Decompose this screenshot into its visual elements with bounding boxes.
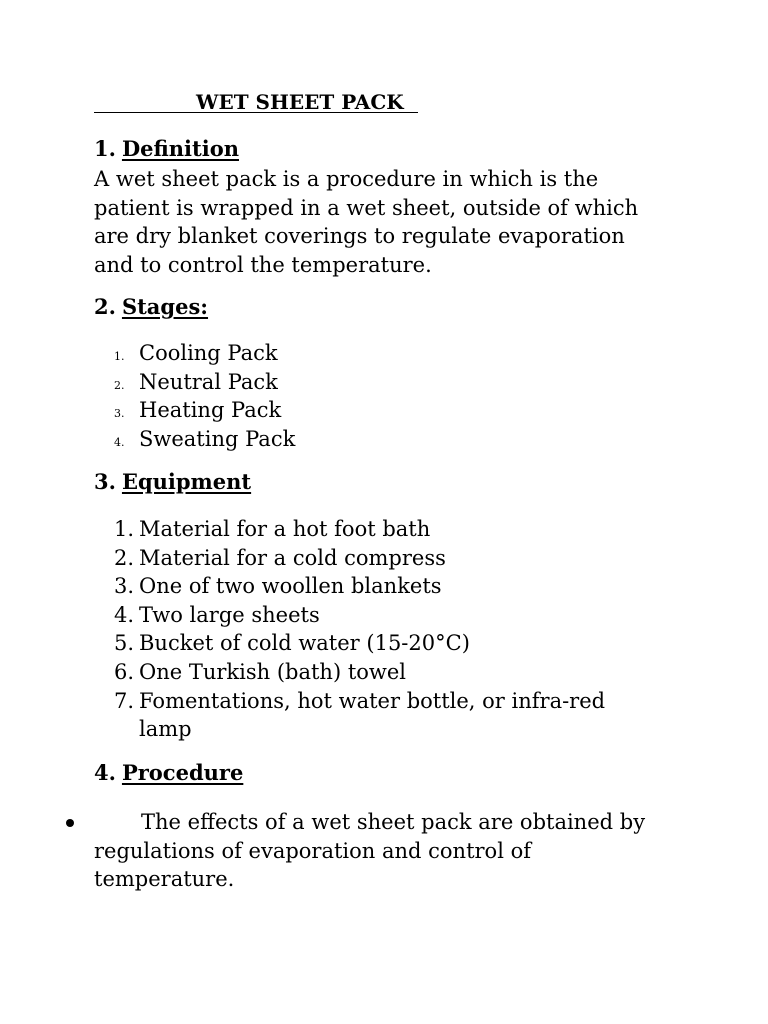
list-item-text: Bucket of cold water (15-20°C) [139,631,470,656]
section-title: Stages: [121,294,209,319]
list-item-number: 6. [114,659,135,684]
list-item-number: 2. [114,545,135,570]
section-number: 4. [94,760,116,785]
definition-paragraph: A wet sheet pack is a procedure in which is the patient is wrapped in a wet sheet, outside of which are dry blanket coverings to regulate evaporation and to control the temperature. [94,167,639,277]
list-item-text: Two large sheets [139,602,320,627]
list-item-number: 4. [114,435,125,449]
list-item-number: 1. [114,517,135,541]
list-item-number: 2. [114,378,125,392]
section-number: 2. [94,294,116,319]
equipment-list [114,515,634,744]
list-item-text: One Turkish (bath) towel [139,659,407,684]
list-item-text: Material for a hot foot bath [139,517,431,541]
section-heading-equipment [94,469,251,494]
list-item [114,572,634,601]
list-item [114,425,295,454]
section-title: Definition [121,136,239,161]
section-number: 3. [94,469,116,494]
list-item-text: Cooling Pack [139,341,278,365]
list-item [114,368,295,397]
document-title: WET SHEET PACK [196,90,404,114]
section-heading-procedure [94,760,243,785]
list-item-number: 1. [114,350,125,363]
list-item-text: Heating Pack [139,398,282,423]
section-heading-definition [94,136,239,161]
list-item-text: Neutral Pack [139,369,278,394]
section-heading-stages [94,294,208,319]
list-item-text: Fomentations, hot water bottle, or infra-red lamp [139,688,606,742]
list-item [114,339,295,368]
list-item-number: 5. [114,631,135,656]
list-item [114,544,634,573]
list-item-number: 4. [114,602,135,627]
list-item [114,396,295,425]
stages-list [114,339,295,453]
list-item [114,629,634,658]
list-item [114,687,634,744]
list-item [114,601,634,630]
procedure-text: The effects of a wet sheet pack are obtained by regulations of evaporation and control of temperature. [94,810,646,892]
list-item [114,515,634,544]
list-item [114,658,634,687]
list-item-number: 3. [114,574,135,599]
section-number: 1. [94,136,116,161]
list-item-number: 3. [114,407,125,421]
bullet-icon [66,819,74,827]
list-item-number: 7. [114,688,135,713]
list-item-text: Material for a cold compress [139,545,446,570]
title-block [94,90,418,116]
list-item-text: One of two woollen blankets [139,574,442,599]
list-item-text: Sweating Pack [139,426,296,451]
section-title: Equipment [121,469,252,494]
section-title: Procedure [121,760,244,785]
